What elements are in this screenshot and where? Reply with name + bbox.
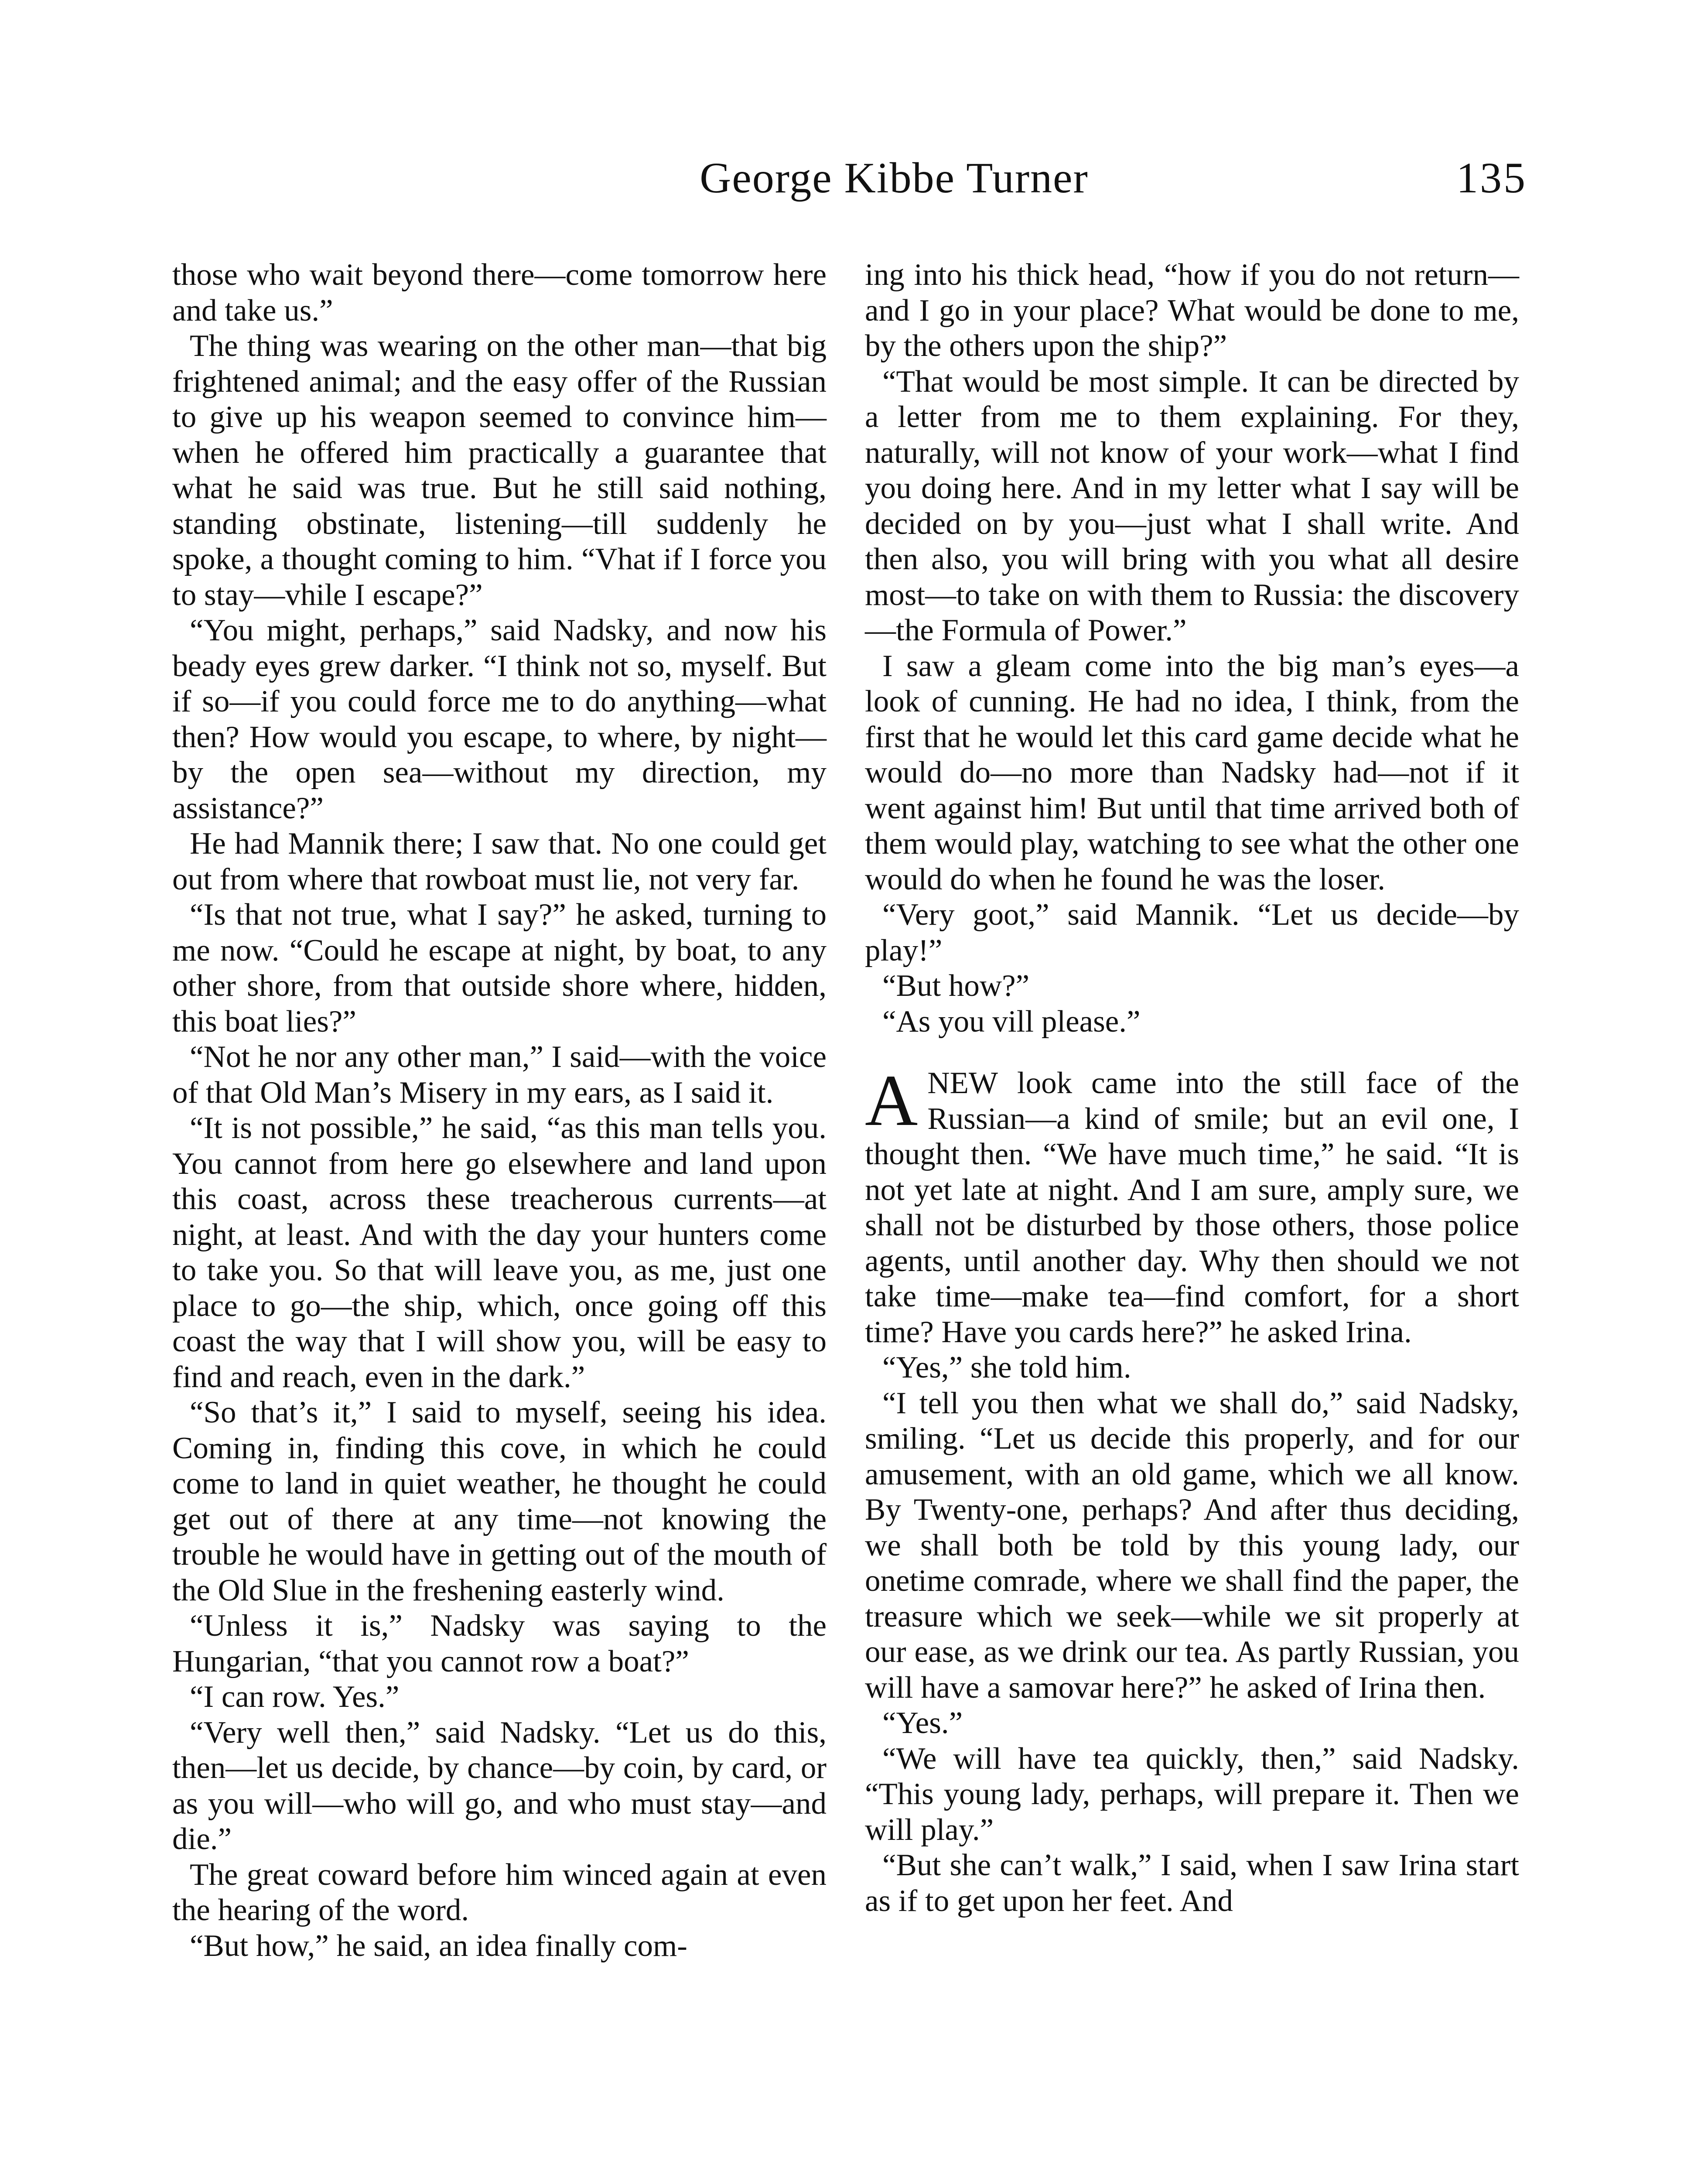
paragraph: “Not he nor any other man,” I said—with the voice of that Old Man’s Misery in my ears, as I said it.: [172, 1040, 827, 1110]
right-column: [865, 257, 1519, 1919]
paragraph: those who wait beyond there—come tomorrow here and take us.”: [172, 258, 827, 328]
paragraph: “But how?”: [882, 969, 1030, 1003]
running-head: George Kibbe Turner: [700, 154, 1089, 202]
paragraph: “We will have tea quickly, then,” said Nadsky. “This young lady, perhaps, will prepare it. Then we will play.”: [865, 1741, 1519, 1847]
paragraph: “Yes.”: [882, 1706, 963, 1740]
paragraph: “Very goot,” said Mannik. “Let us decide—by play!”: [865, 898, 1519, 967]
paragraph: “That would be most simple. It can be directed by a letter from me to them explaining. For they, naturally, will not know of your work—what I find you doing here. And in my letter what I say will be decided on by you—just what I shall write. And then also, you will bring with you what all desire most—to take on with them to Russia: the discovery—the Formula of Power.”: [865, 364, 1519, 647]
paragraph: “So that’s it,” I said to myself, seeing his idea. Coming in, finding this cove, in which he could come to land in quiet weather, he thought he could get out of there at any time—not knowing the trouble he would have in getting out of the mouth of the Old Slue in the freshening easterly wind.: [172, 1395, 827, 1607]
paragraph: “You might, perhaps,” said Nadsky, and now his beady eyes grew darker. “I think not so, myself. But if so—if you could force me to do anything—what then? How would you escape, to where, by night—by the open sea—without my direction, my assistance?”: [172, 613, 827, 825]
paragraph: The great coward before him winced again at even the hearing of the word.: [172, 1857, 827, 1927]
paragraph: “Very well then,” said Nadsky. “Let us do this, then—let us decide, by chance—by coin, by card, or as you will—who will go, and who must stay—and die.”: [172, 1715, 827, 1856]
paragraph-text: look came into the still face of the Russian—a kind of smile; but an evil one, I thought then. “We have much time,” he said. “It is not yet late at night. And I am sure, amply sure, we shall not be disturbed by those others, those police agents, until another day. Why then should we not take time—make tea—find comfort, for a short time? Have you cards here?” he asked Irina.: [865, 1066, 1519, 1349]
left-column: [172, 257, 827, 1964]
paragraph: He had Mannik there; I saw that. No one could get out from where that rowboat must lie, not very far.: [172, 827, 827, 896]
paragraph: “Is that not true, what I say?” he asked, turning to me now. “Could he escape at night, by boat, to any other shore, from that outside shore where, hidden, this boat lies?”: [172, 898, 827, 1039]
paragraph: “I can row. Yes.”: [190, 1680, 400, 1714]
drop-cap: A: [865, 1060, 918, 1141]
paragraph: [865, 1060, 1519, 1350]
paragraph: I saw a gleam come into the big man’s eyes—a look of cunning. He had no idea, I think, from the first that he would let this card game decide what he would do—no more than Nadsky had—not if it went against him! But until that time arrived both of them would play, watching to see what the other one would do when he found he was the loser.: [865, 649, 1519, 896]
paragraph: “But how,” he said, an idea finally com-: [190, 1928, 687, 1963]
paragraph: The thing was wearing on the other man—that big frightened animal; and the easy offer of the Russian to give up his weapon seemed to convince him—when he offered him practically a guarantee that what he said was true. But he still said nothing, standing obstinate, listening—till suddenly he spoke, a thought coming to him. “Vhat if I force you to stay—vhile I escape?”: [172, 329, 827, 612]
small-caps-lead: NEW: [927, 1066, 998, 1100]
paragraph: “Unless it is,” Nadsky was saying to the Hungarian, “that you cannot row a boat?”: [172, 1609, 827, 1678]
paragraph: “As you vill please.”: [882, 1004, 1141, 1039]
paragraph: “It is not possible,” he said, “as this man tells you. You cannot from here go elsewhere and land upon this coast, across these treacherous currents—at night, at least. And with the day your hunters come to take you. So that will leave you, as me, just one place to go—the ship, which, once going off this coast the way that I will show you, will be easy to find and reach, even in the dark.”: [172, 1111, 827, 1394]
page-number: 135: [1456, 154, 1527, 202]
paragraph: ing into his thick head, “how if you do not return—and I go in your place? What would be done to me, by the others upon the ship?”: [865, 258, 1519, 363]
paragraph: “I tell you then what we shall do,” said Nadsky, smiling. “Let us decide this properly, and for our amusement, with an old game, which we all know. By Twenty-one, perhaps? And after thus deciding, we shall both be told by this young lady, our onetime comrade, where we shall find the paper, the treasure which we seek—while we sit properly at our ease, as we drink our tea. As partly Russian, you will have a samovar here?” he asked of Irina then.: [865, 1386, 1519, 1705]
paragraph: “But she can’t walk,” I said, when I saw Irina start as if to get upon her feet. And: [865, 1848, 1519, 1918]
paragraph: “Yes,” she told him.: [882, 1350, 1131, 1384]
